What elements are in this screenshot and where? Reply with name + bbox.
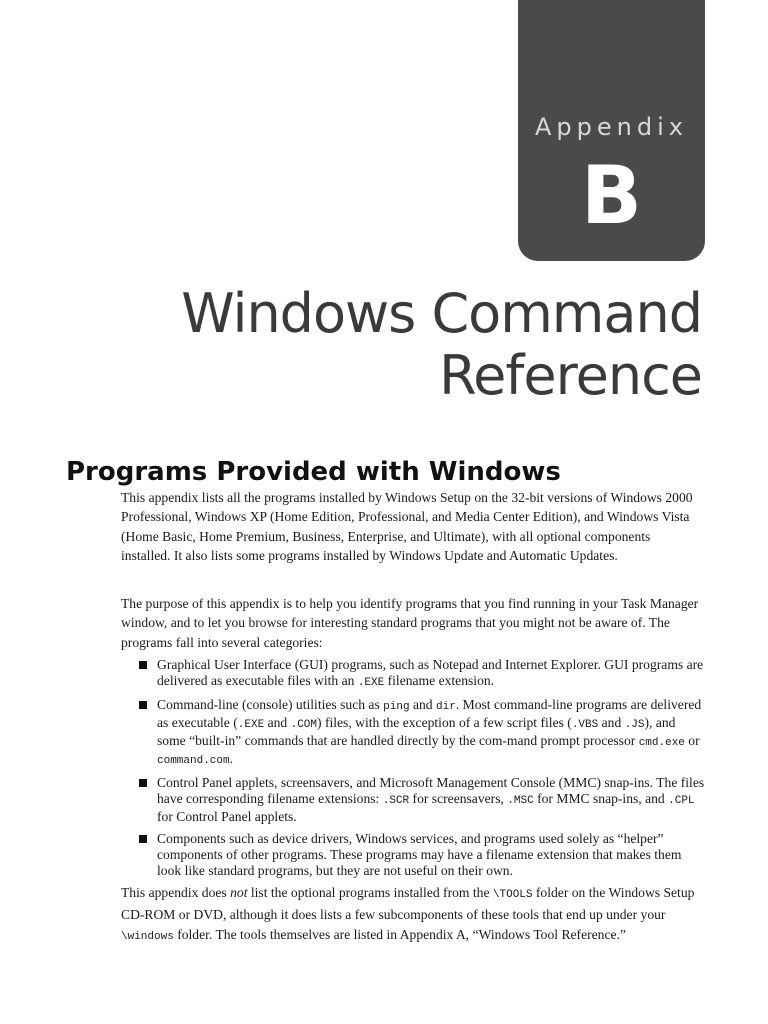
square-bullet-icon bbox=[139, 779, 147, 787]
square-bullet-icon bbox=[139, 661, 147, 669]
square-bullet-icon bbox=[139, 835, 147, 843]
exclusions-paragraph: This appendix does not list the optional programs installed from the \TOOLS folder on the Windows Setup CD-ROM or DVD, although it does lists a few subcomponents of these tools that end up under your \windows folder. The tools themselves are listed in Appendix A, “Windows Tool Reference.” bbox=[121, 885, 695, 943]
list-item-text: Control Panel applets, screensavers, and Microsoft Management Console (MMC) snap-ins. The files have corresponding filename extensions: .SCR for screensavers, .MSC for MMC snap-ins, and .CPL for Control Panel applets. bbox=[157, 775, 705, 824]
list-item-text: Graphical User Interface (GUI) programs, such as Notepad and Internet Explorer. GUI programs are delivered as executable files with an .EXE filename extension. bbox=[157, 657, 704, 689]
list-item-text: Components such as device drivers, Windows services, and programs used solely as “helper” components of other programs. These programs may have a filename extension that makes them look like standard programs, but they are not useful on their own. bbox=[157, 831, 682, 878]
list-item bbox=[139, 775, 705, 825]
chapter-title-line-2: Reference bbox=[439, 344, 702, 407]
appendix-label: Appendix bbox=[535, 113, 688, 141]
chapter-title-line-1: Windows Command bbox=[181, 282, 702, 345]
intro-paragraph: This appendix lists all the programs installed by Windows Setup on the 32-bit versions of Windows 2000 Professional, Windows XP (Home Edition, Professional, and Media Center Edition), and Windows Vista (Home Basic, Home Premium, Business, Enterprise, and Ultimate), with all optional components installed. It also lists some programs installed by Windows Update and Automatic Updates. bbox=[121, 490, 693, 563]
list-item bbox=[139, 657, 705, 691]
category-list bbox=[139, 657, 705, 885]
chapter-title bbox=[181, 283, 702, 407]
square-bullet-icon bbox=[139, 701, 147, 709]
list-item bbox=[139, 831, 705, 879]
list-item-text: Command-line (console) utilities such as ping and dir. Most command-line programs are delivered as executable (.EXE and .COM) files, with the exception of a few script files (.VBS and .JS), and some “built-in” commands that are handled directly by the com-mand prompt processor cmd.exe or command.com. bbox=[157, 697, 702, 767]
appendix-tab bbox=[518, 0, 705, 261]
list-item bbox=[139, 697, 705, 769]
section-heading: Programs Provided with Windows bbox=[66, 457, 561, 487]
purpose-paragraph: The purpose of this appendix is to help you identify programs that you find running in your Task Manager window, and to let you browse for interesting standard programs that you might not be aware of. The programs fall into several categories: bbox=[121, 596, 699, 650]
appendix-letter: B bbox=[581, 149, 642, 242]
